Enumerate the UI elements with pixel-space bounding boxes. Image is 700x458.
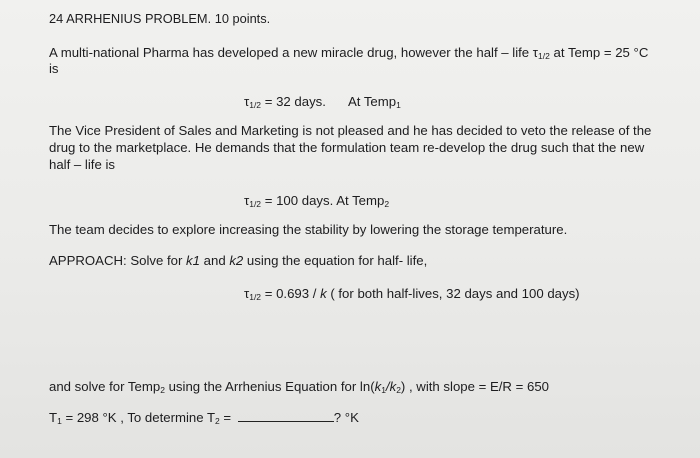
k2-symbol: k2 — [229, 253, 244, 268]
halflife-1-line — [244, 94, 401, 113]
k-subscript-1: 1 — [381, 385, 386, 395]
vp-line-1: The Vice President of Sales and Marketing is not pleased and he has decided to veto the release of the — [49, 123, 652, 138]
team-line: The team decides to explore increasing the stability by lowering the storage temperature. — [49, 222, 568, 237]
final-line — [49, 410, 359, 429]
solve-line — [49, 379, 549, 398]
final-text: = 298 °K , To determine T — [61, 410, 216, 425]
approach-line — [49, 253, 427, 269]
t1-symbol: T — [49, 410, 58, 425]
t2-subscript: 2 — [215, 416, 220, 426]
approach-text: APPROACH: Solve for — [49, 253, 187, 268]
intro-line-2: is — [49, 61, 59, 76]
k-symbol: k — [389, 379, 397, 394]
k1-symbol: k1 — [186, 253, 200, 268]
halflife-subscript: 1/2 — [249, 100, 262, 110]
halflife-2-value: = 100 days. At Temp — [261, 193, 385, 208]
halflife-1-value: = 32 days. — [261, 94, 326, 109]
approach-suffix: using the equation for half- life, — [243, 253, 428, 268]
halflife-subscript: 1/2 — [249, 292, 262, 302]
halflife-subscript: 1/2 — [538, 51, 550, 61]
temp-subscript-2: 2 — [384, 199, 390, 209]
at-temp-1: At Temp — [347, 94, 397, 109]
intro-text: A multi-national Pharma has developed a new miracle drug, however the half – life τ — [49, 45, 539, 60]
intro-line-1 — [49, 45, 648, 64]
temp-subscript-2: 2 — [160, 385, 165, 395]
problem-title: 24 ARRHENIUS PROBLEM. 10 points. — [49, 11, 271, 26]
answer-blank — [238, 411, 334, 422]
temp-subscript-1: 1 — [396, 100, 401, 110]
solve-mid: using the Arrhenius Equation for ln( — [164, 379, 375, 394]
approach-and: and — [199, 253, 230, 268]
final-unit: ? °K — [333, 410, 359, 425]
halflife-2-line — [244, 193, 389, 212]
intro-temp: at Temp = 25 °C — [549, 45, 649, 60]
tau-symbol: τ — [244, 286, 250, 301]
halflife-equation — [244, 286, 580, 305]
halflife-subscript: 1/2 — [249, 199, 262, 209]
final-equals: = — [219, 410, 235, 425]
tau-symbol: τ — [244, 193, 250, 208]
solve-text: and solve for Temp — [49, 379, 161, 394]
equation-value: = 0.693 / — [261, 286, 321, 301]
equation-note: ( for both half-lives, 32 days and 100 days) — [326, 286, 580, 301]
k-symbol: k — [320, 286, 327, 301]
k-subscript-2: 2 — [396, 385, 401, 395]
solve-suffix: ) , with slope = E/R = 650 — [400, 379, 549, 394]
slash: / — [385, 379, 390, 394]
t1-subscript: 1 — [57, 416, 62, 426]
vp-line-3: half – life is — [49, 157, 115, 172]
tau-symbol: τ — [244, 94, 250, 109]
k-symbol: k — [374, 379, 382, 394]
vp-line-2: drug to the marketplace. He demands that the formulation team re-develop the drug such that the new — [49, 140, 645, 155]
